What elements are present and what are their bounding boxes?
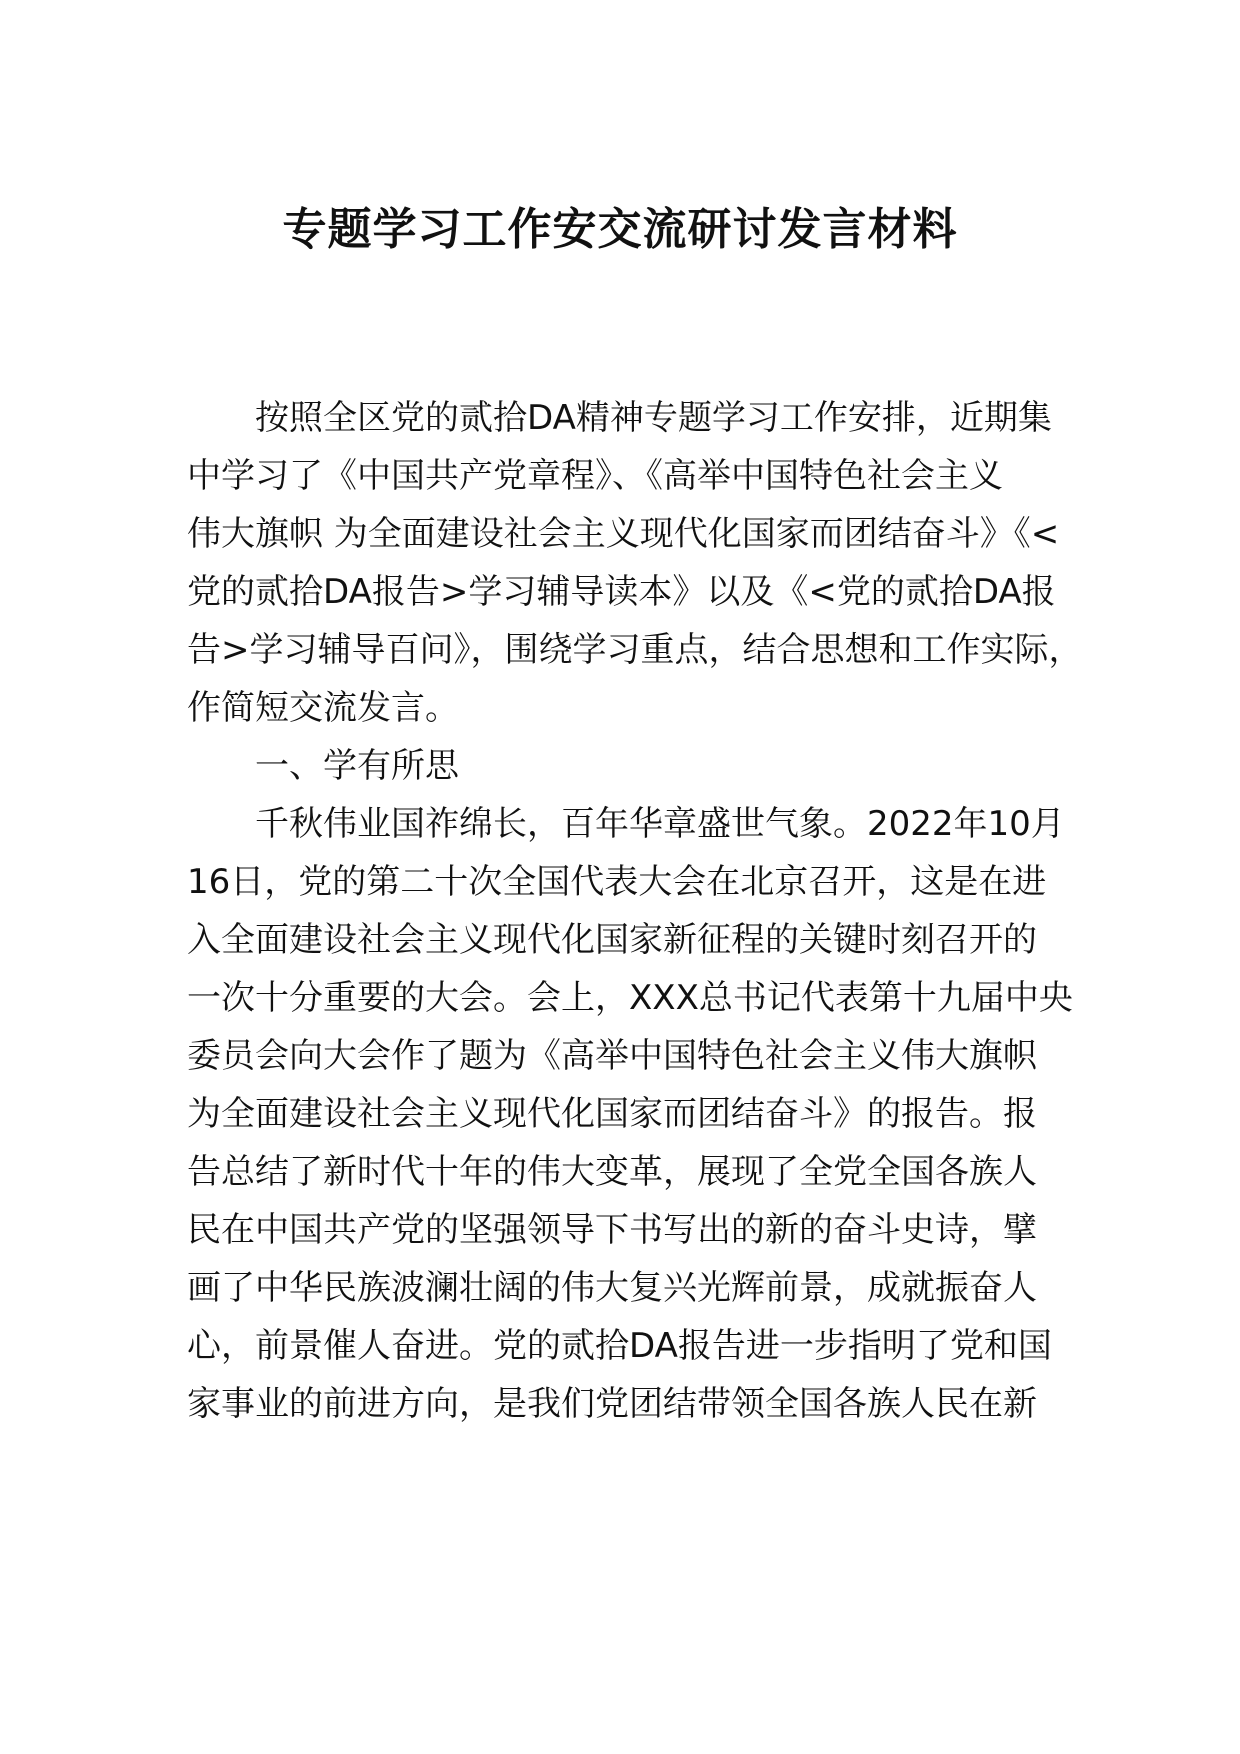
text-line: 千秋伟业国祚绵长，百年华章盛世气象。2022年10月 [255, 804, 1065, 844]
text-line: 画了中华民族波澜壮阔的伟大复兴光辉前景，成就振奋人 [187, 1268, 1037, 1308]
text-line: 按照全区党的贰拾DA精神专题学习工作安排，近期集 [255, 398, 1052, 438]
text-line: 一次十分重要的大会。会上，XXX总书记代表第十九届中央 [187, 978, 1073, 1018]
document-title: 专题学习工作安交流研讨发言材料 [282, 204, 958, 255]
text-line: 告总结了新时代十年的伟大变革，展现了全党全国各族人 [187, 1152, 1037, 1192]
text-line: 伟大旗帜 为全面建设社会主义现代化国家而团结奋斗》《< [187, 514, 1060, 554]
text-line: 为全面建设社会主义现代化国家而团结奋斗》的报告。报 [187, 1094, 1037, 1134]
text-line: 16日，党的第二十次全国代表大会在北京召开，这是在进 [187, 862, 1047, 902]
text-line: 民在中国共产党的坚强领导下书写出的新的奋斗史诗，擘 [187, 1210, 1037, 1250]
text-line: 中学习了《中国共产党章程》、《高举中国特色社会主义 [187, 456, 1003, 496]
text-line: 心，前景催人奋进。党的贰拾DA报告进一步指明了党和国 [187, 1326, 1052, 1366]
text-line: 家事业的前进方向，是我们党团结带领全国各族人民在新 [187, 1384, 1037, 1424]
text-line: 作简短交流发言。 [187, 688, 459, 728]
text-line: 党的贰拾DA报告>学习辅导读本》以及《<党的贰拾DA报 [187, 572, 1056, 612]
text-line: 告>学习辅导百问》，围绕学习重点，结合思想和工作实际， [187, 630, 1083, 670]
text-line: 委员会向大会作了题为《高举中国特色社会主义伟大旗帜 [187, 1036, 1037, 1076]
section-heading: 一、学有所思 [255, 746, 459, 786]
text-line: 入全面建设社会主义现代化国家新征程的关键时刻召开的 [187, 920, 1037, 960]
